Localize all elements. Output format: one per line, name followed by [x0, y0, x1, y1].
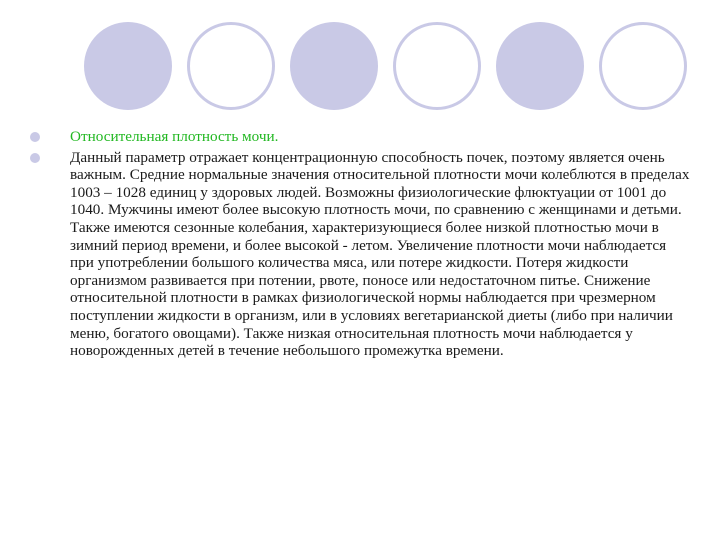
body-paragraph: Данный параметр отражает концентрационную способность почек, поэтому является очень важным. Средние нормальные значения относительной плотности мочи колеблются в пределах 1003 – 1028 единиц у здоровых людей. Возможны физиологические флюктуации от 1001 до 1040. Мужчины имеют более высокую плотность мочи, по сравнению с женщинами и детьми. Также имеются сезонные колебания, характеризующиеся более низкой плотностью мочи в зимний период времени, и более высокой - летом. Увеличение плотности мочи наблюдается при употреблении большого количества мяса, или потере жидкости. Потеря жидкости организмом развивается при потении, рвоте, поносе или недостаточном питье. Снижение относительной плотности в рамках физиологической нормы наблюдается при чрезмерном поступлении жидкости в организм, или в условиях вегетарианской диеты (либо при наличии меню, богатого овощами). Также низкая относительная плотность мочи наблюдается у новорожденных детей в течение небольшого промежутка времени.	[70, 148, 690, 360]
bullet-item-title	[30, 128, 690, 146]
section-title: Относительная плотность мочи.	[70, 128, 279, 145]
bullet-dot-icon	[30, 153, 40, 163]
slide-content	[30, 128, 690, 360]
bullet-dot-icon	[30, 132, 40, 142]
decorative-circle-filled-3	[496, 22, 584, 110]
decorative-circle-filled-1	[84, 22, 172, 110]
decorative-circle-outline-1	[187, 22, 275, 110]
decorative-circle-outline-2	[393, 22, 481, 110]
decorative-circle-outline-3	[599, 22, 687, 110]
bullet-item-body	[30, 149, 690, 360]
decorative-circle-filled-2	[290, 22, 378, 110]
